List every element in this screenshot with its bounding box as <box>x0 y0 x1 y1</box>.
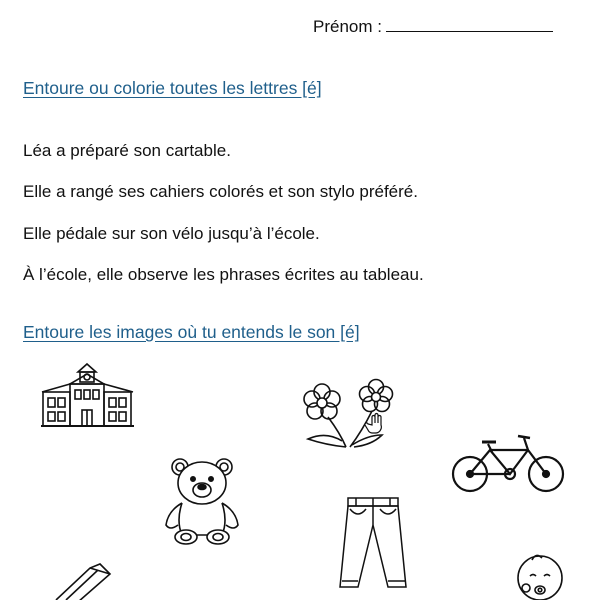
exercise1-instruction: Entoure ou colorie toutes les lettres [é] <box>23 78 322 98</box>
school-icon[interactable] <box>40 362 135 430</box>
baby-icon[interactable] <box>510 548 570 600</box>
trousers-icon[interactable] <box>330 495 420 595</box>
name-field <box>313 17 553 37</box>
teddy-bear-icon[interactable] <box>160 455 245 545</box>
sentence-2: Elle a rangé ses cahiers colorés et son stylo préféré. <box>23 182 418 201</box>
name-label: Prénom : <box>313 17 382 36</box>
sentence-4: À l’école, elle observe les phrases écrites au tableau. <box>23 265 424 284</box>
pencil-icon[interactable] <box>50 560 120 600</box>
name-blank-line[interactable] <box>386 30 553 32</box>
sentence-3: Elle pédale sur son vélo jusqu’à l’école. <box>23 224 320 243</box>
bicycle-icon[interactable] <box>448 430 568 498</box>
exercise2-instruction: Entoure les images où tu entends le son [é] <box>23 322 360 342</box>
flowers-icon[interactable] <box>296 375 406 455</box>
sentence-1: Léa a préparé son cartable. <box>23 141 231 160</box>
